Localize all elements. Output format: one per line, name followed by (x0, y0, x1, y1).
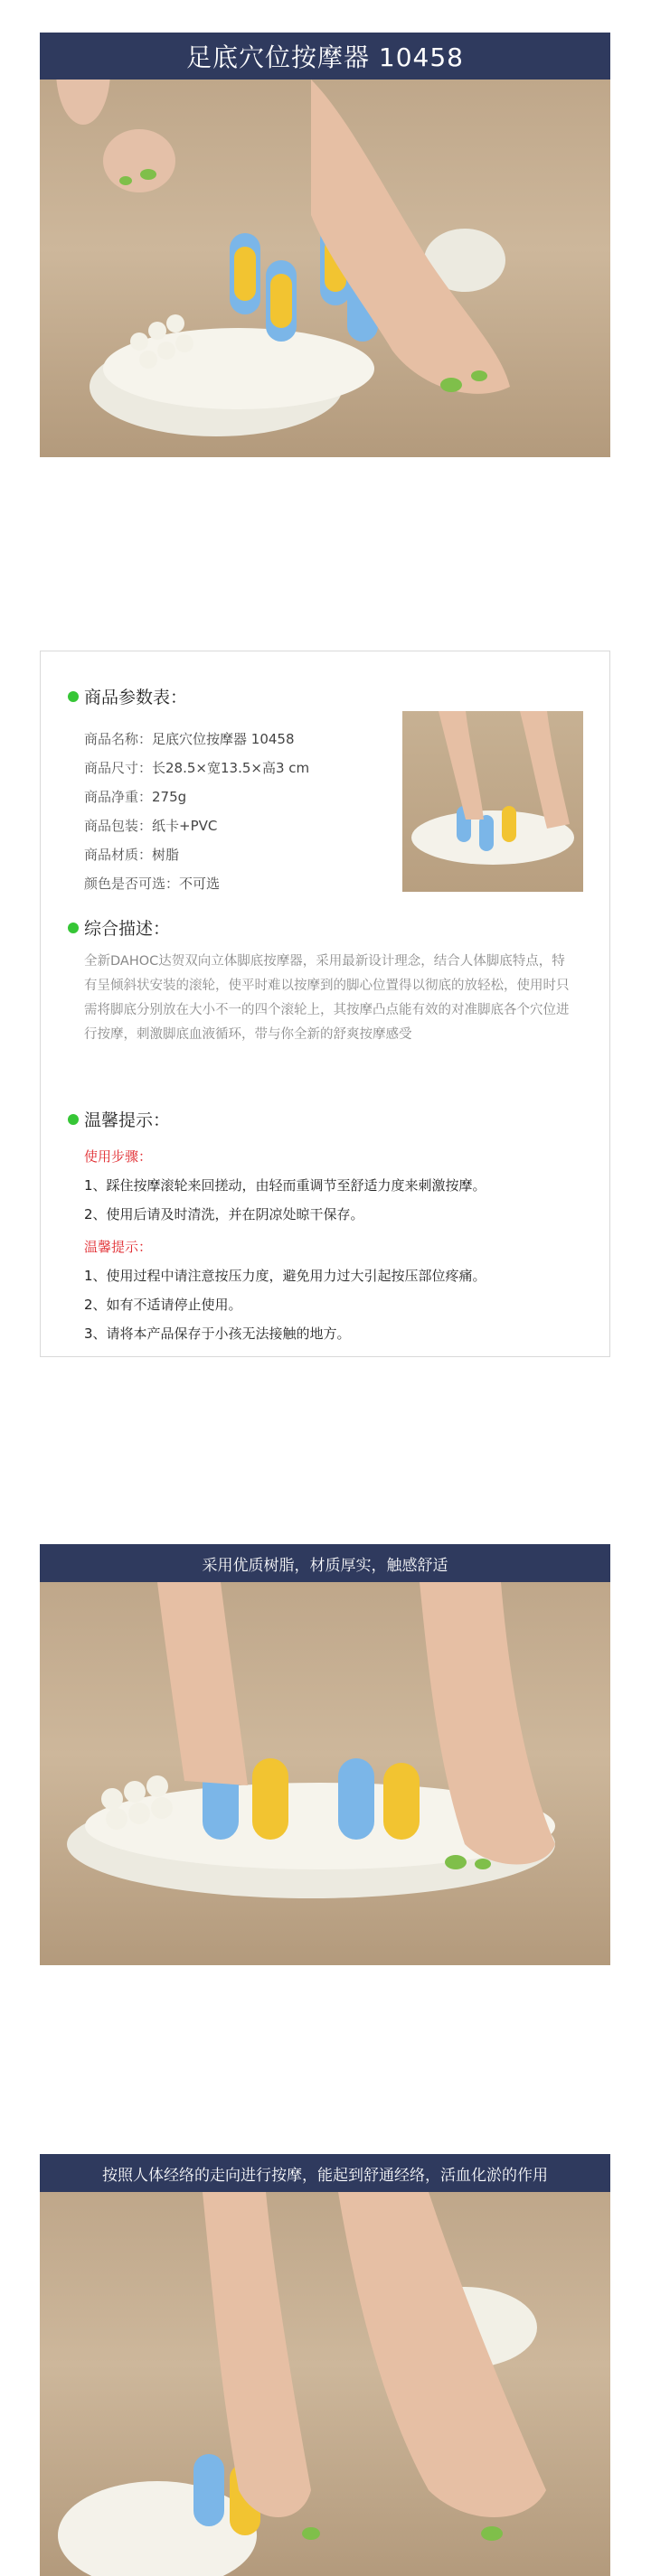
warning-item: 1、使用过程中请注意按压力度，避免用力过大引起按压部位疼痛。 (84, 1268, 486, 1284)
param-value: 不可选 (179, 876, 221, 892)
param-row (84, 816, 217, 835)
param-value: 树脂 (152, 847, 180, 863)
benefit-photo (40, 2192, 610, 2576)
material-banner (40, 1544, 610, 1582)
param-row (84, 729, 295, 748)
overview-text: 全新DAHOC达贺双向立体脚底按摩器，采用最新设计理念，结合人体脚底特点，特有呈倾斜状安装的滚轮，使平时难以按摩到的脚心位置得以彻底的放轻松，使用时只需将脚底分别放在大小不一的四个滚轮上，其按摩凸点能有效的对准脚底各个穴位进行按摩，刺激脚底血液循环，带与你全新的舒爽按摩感受 (84, 954, 570, 1042)
overview-heading (68, 915, 170, 940)
bullet-dot-icon (68, 923, 79, 933)
param-value: 长28.5×宽13.5×高3 cm (152, 760, 310, 776)
param-row (84, 787, 186, 806)
product-title-banner (40, 33, 610, 80)
benefit-banner-text: 按照人体经络的走向进行按摩，能起到舒通经络，活血化淤的作用 (102, 2166, 548, 2185)
massager-illustration (40, 80, 610, 457)
usage-heading: 使用步骤： (84, 1148, 153, 1165)
product-title: 足底穴位按摩器 10458 (186, 42, 464, 72)
warning-item: 3、请将本产品保存于小孩无法接触的地方。 (84, 1325, 351, 1342)
tips-title: 温馨提示： (84, 1110, 171, 1130)
material-banner-text: 采用优质树脂，材质厚实，触感舒适 (202, 1556, 448, 1575)
param-row (84, 758, 309, 777)
hero-photo (40, 80, 610, 457)
param-key: 商品名称： (84, 731, 153, 747)
param-value: 275g (152, 789, 187, 805)
product-thumbnail (402, 711, 583, 892)
param-key: 颜色是否可选： (84, 876, 180, 892)
params-heading (68, 684, 187, 708)
massager-illustration (40, 2192, 610, 2576)
param-key: 商品材质： (84, 847, 153, 863)
param-key: 商品尺寸： (84, 760, 153, 776)
usage-step: 1、踩住按摩滚轮来回搓动，由轻而重调节至舒适力度来刺激按摩。 (84, 1177, 486, 1194)
param-row (84, 845, 179, 864)
material-photo (40, 1582, 610, 1965)
param-value: 纸卡+PVC (152, 818, 218, 834)
param-value: 足底穴位按摩器 10458 (152, 731, 295, 747)
params-title: 商品参数表： (84, 688, 188, 707)
param-key: 商品净重： (84, 789, 153, 805)
bullet-dot-icon (68, 1114, 79, 1125)
overview-title: 综合描述： (84, 919, 171, 939)
param-row (84, 874, 220, 893)
param-key: 商品包装： (84, 818, 153, 834)
usage-step: 2、使用后请及时清洗，并在阴凉处晾干保存。 (84, 1206, 364, 1222)
warning-item: 2、如有不适请停止使用。 (84, 1297, 242, 1313)
warning-heading: 温馨提示： (84, 1239, 153, 1255)
product-info-card (40, 651, 610, 1357)
benefit-banner (40, 2154, 610, 2192)
massager-illustration (40, 1582, 610, 1965)
bullet-dot-icon (68, 691, 79, 702)
tips-heading (68, 1107, 170, 1131)
